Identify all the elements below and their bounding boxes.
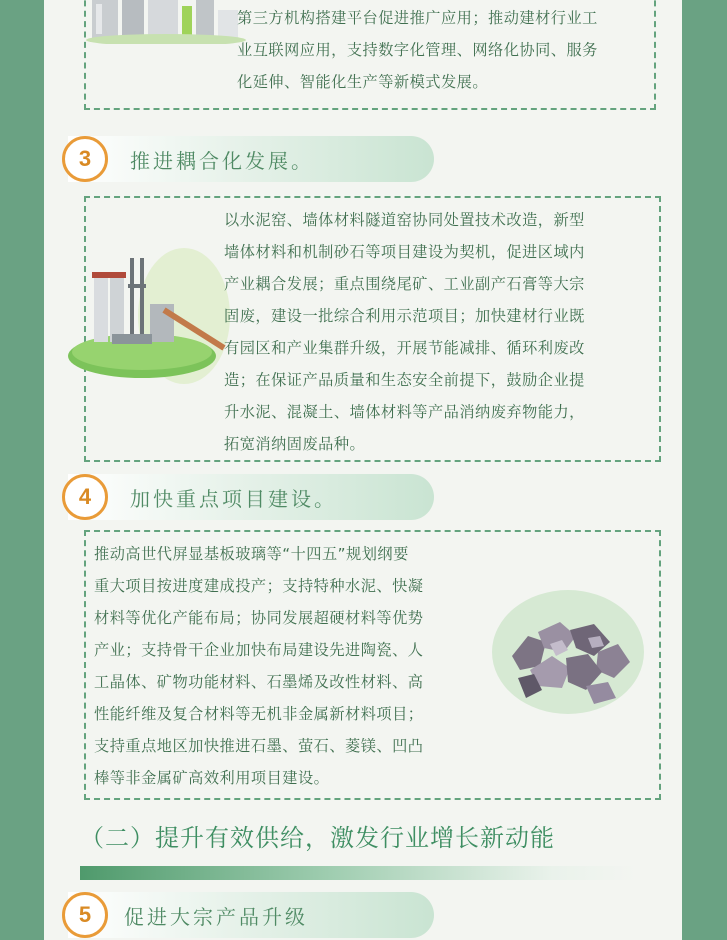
text-line: 棒等非金属矿高效利用项目建设。 [94,769,330,787]
text-line: 性能纤维及复合材料等无机非金属新材料项目； [94,705,424,723]
factory-illustration-top [86,0,246,44]
text-line: 产业；支持骨干企业加快布局建设先进陶瓷、人 [94,641,424,659]
item3-title: 推进耦合化发展。 [130,149,314,173]
text-line: 业互联网应用，支持数字化管理、网络化协同、服务 [237,41,598,59]
text-line: 推动高世代屏显基板玻璃等“十四五”规划纲要 [94,545,409,563]
text-line: 产业耦合发展；重点围绕尾矿、工业副产石膏等大宗 [224,275,585,293]
item4-number-badge: 4 [62,474,108,520]
text-line: 工晶体、矿物功能材料、石墨烯及改性材料、高 [94,673,424,691]
text-line: 材料等优化产能布局；协同发展超硬材料等优势 [94,609,424,627]
text-line: 造；在保证产品质量和生态安全前提下，鼓励企业提 [224,371,585,389]
section2-title: （二）提升有效供给，激发行业增长新动能 [80,824,555,852]
text-line: 升水泥、混凝土、墙体材料等产品消纳废弃物能力， [224,403,585,421]
section2-underline-bar [80,866,636,880]
text-line: 固废，建设一批综合利用示范项目；加快建材行业既 [224,307,585,325]
item4-paragraph [94,538,484,794]
text-line: 以水泥窑、墙体材料隧道窑协同处置技术改造，新型 [224,211,585,229]
item3-number-badge: 3 [62,136,108,182]
cement-plant-illustration [64,244,234,392]
item3-paragraph [224,204,654,460]
text-line: 重大项目按进度建成投产；支持特种水泥、快凝 [94,577,424,595]
article-page [44,0,682,940]
item5-number-badge: 5 [62,892,108,938]
text-line: 拓宽消纳固废品种。 [224,435,366,453]
item5-title: 促进大宗产品升级 [124,905,308,929]
text-line: 有园区和产业集群升级，开展节能减排、循环利废改 [224,339,585,357]
text-line: 墙体材料和机制砂石等项目建设为契机，促进区域内 [224,243,585,261]
item4-title: 加快重点项目建设。 [130,487,337,511]
mineral-ore-illustration [490,586,646,716]
text-line: 支持重点地区加快推进石墨、萤石、菱镁、凹凸 [94,737,424,755]
top-paragraph [237,2,657,98]
text-line: 第三方机构搭建平台促进推广应用；推动建材行业工 [237,9,598,27]
text-line: 化延伸、智能化生产等新模式发展。 [237,73,488,91]
